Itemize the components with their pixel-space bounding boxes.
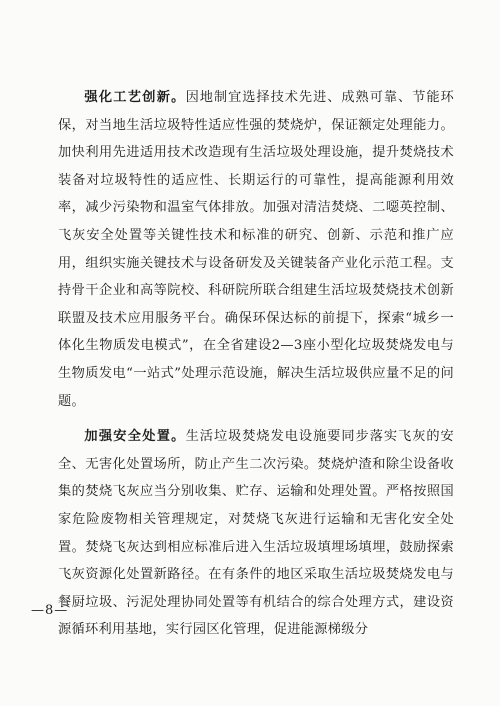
page-number: —8— <box>31 603 69 618</box>
paragraph-text: 生活垃圾焚烧发电设施要同步落实飞灰的安全、无害化处置场所，防止产生二次污染。焚烧炉渣和除尘设备收集的焚烧飞灰应当分别收集、贮存、运输和处理处置。严格按照国家危险废物相关管理规定，对焚烧飞灰进行运输和无害化安全处置。焚烧飞灰达到相应标准后进入生活垃圾填埋场填埋，鼓励探索飞灰资源化处置新路径。在有条件的地区采取生活垃圾焚烧发电与餐厨垃圾、污泥处理协同处置等有机结合的综合处理方式，建设资源循环利用基地，实行园区化管理，促进能源梯级分 <box>58 429 455 638</box>
paragraph-safe-disposal <box>58 423 454 644</box>
paragraph-process-innovation <box>58 84 454 415</box>
paragraph-heading: 加强安全处置。 <box>84 429 186 445</box>
document-body <box>58 84 454 652</box>
paragraph-text: 因地制宜选择技术先进、成熟可靠、节能环保，对当地生活垃圾特性适应性强的焚烧炉，保证额定处理能力。加快利用先进适用技术改造现有生活垃圾处理设施，提升焚烧技术装备对垃圾特性的适应性、长期运行的可靠性，提高能源利用效率，减少污染物和温室气体排放。加强对清洁焚烧、二噁英控制、飞灰安全处置等关键性技术和标准的研究、创新、示范和推广应用，组织实施关键技术与设备研发及关键装备产业化示范工程。支持骨干企业和高等院校、科研院所联合组建生活垃圾焚烧技术创新联盟及技术应用服务平台。确保环保达标的前提下，探索“城乡一体化生物质发电模式”，在全省建设2—3座小型化垃圾焚烧发电与生物质发电“一站式”处理示范设施，解决生活垃圾供应量不足的问题。 <box>58 90 455 409</box>
paragraph-heading: 强化工艺创新。 <box>84 90 186 105</box>
